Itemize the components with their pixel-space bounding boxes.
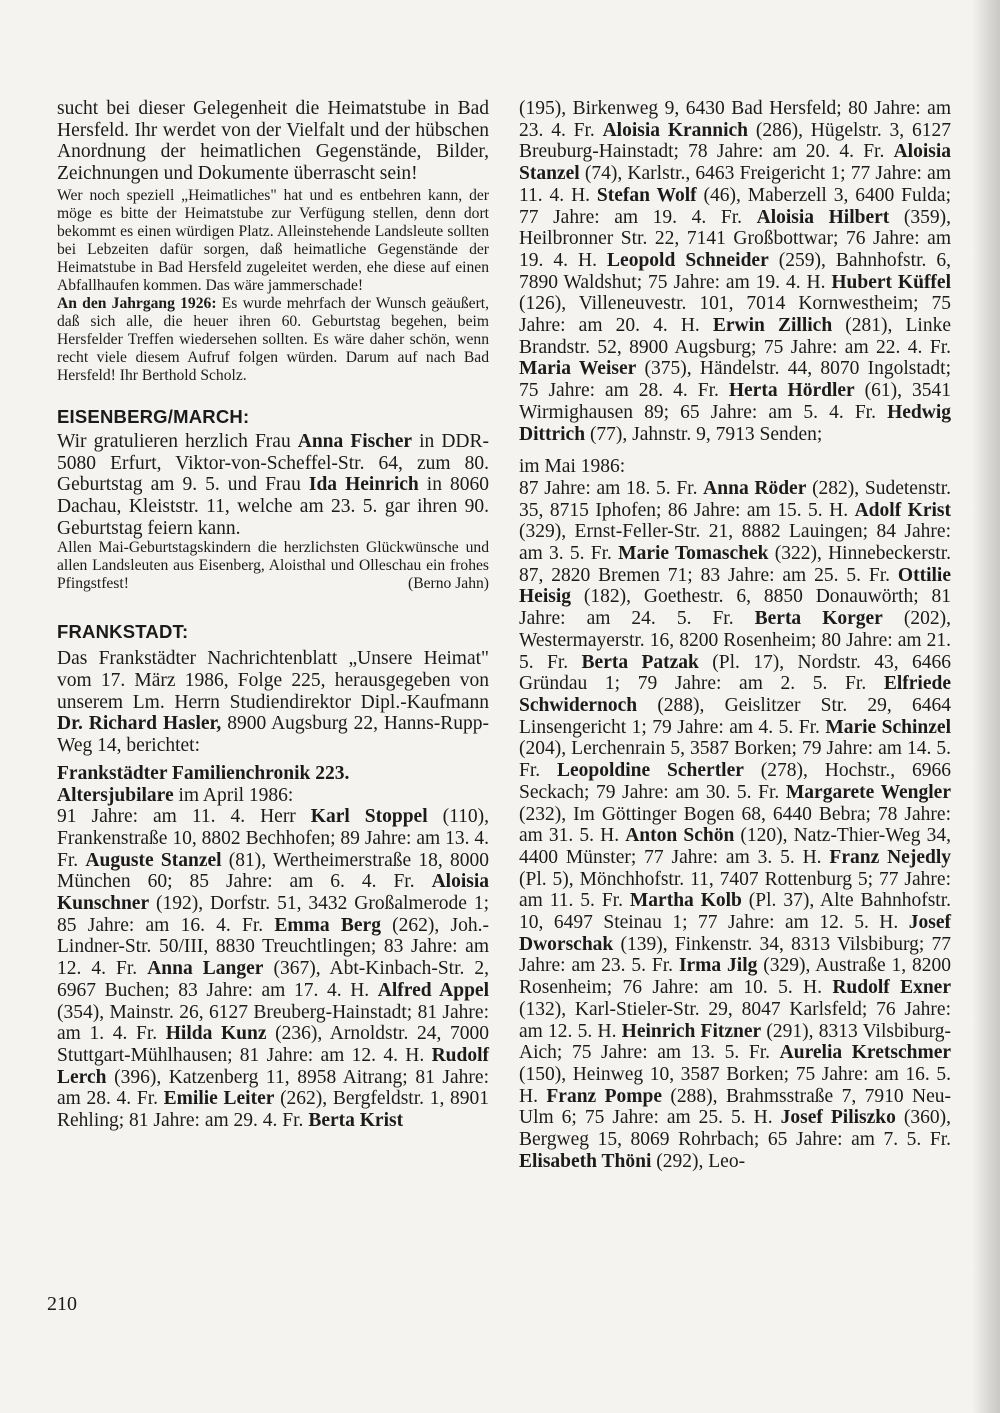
chronik-title: Frankstädter Familienchronik 223. [57,762,350,784]
person-name: Stefan Wolf [596,184,697,206]
person-name: Aurelia Kretschmer [779,1042,952,1064]
entry-text: (288), Brahmsstraße 7, 7910 Neu-Ulm 6; 75 Jahre: am 25. 5. H. [519,1085,951,1129]
frankstadt-text-2: 8900 Augsburg 22, Hanns-Rupp-Weg 14, berichtet: [57,713,489,757]
entry-text: (329), Ernst-Feller-Str. 21, 8882 Lauingen; 84 Jahre: am 3. 5. Fr. [519,521,951,565]
person-name: Leopold Schneider [607,249,769,271]
entry-text: (110), Frankenstraße 10, 8802 Bechhofen; 89 Jahre: am 13. 4. Fr. [57,806,489,871]
entry-text: (Pl. 5), Mönchhofstr. 11, 7407 Rottenburg 5; 77 Jahre: am 11. 5. Fr. [519,868,951,912]
entry-text: (81), Wertheimerstraße 18, 8000 München 60; 85 Jahre: am 6. 4. Fr. [57,849,490,893]
person-name: Anna Langer [147,958,264,980]
person-name: Anton Schön [625,825,735,847]
eisenberg-text-1: Wir gratulieren herzlich Frau [57,430,298,452]
person-name: Ottilie Heisig [519,564,951,608]
person-name: Josef Dworschak [519,912,951,955]
person-name: Anna Röder [703,477,807,499]
entry-text: (192), Dorfstr. 51, 3432 Großalmerode 1; 85 Jahre: am 16. 4. Fr. [57,893,489,936]
eisenberg-wishes [57,539,489,593]
entry-text: (77), Jahnstr. 9, 7913 Senden; [585,423,823,445]
person-name: Emilie Leiter [163,1088,275,1110]
heimatstube-note: Wer noch speziell „Heimatliches" hat und es entbehren kann, der möge es bitte der Heimatstube zur Verfügung stellen, denn dort bekommt es einen würdigen Platz. Alleinstehende Landsleute sollten bei Lebzeiten dafür sorgen, daß heimatliche Gegenstände der Heimatstube in Bad Hersfeld zugeleitet werden, ehe diese auf einen Abfallhaufen kommen. Das wäre jammerschade! [57,186,489,294]
entry-text: (195), Birkenweg 9, 6430 Bad Hersfeld; 80 Jahre: am 23. 4. Fr. [519,98,951,141]
person-name: Alfred Appel [377,979,489,1001]
entry-text: (132), Karl-Stieler-Str. 29, 8047 Karlsfeld; 76 Jahre: am 12. 5. H. [519,998,951,1042]
person-name: Herta Hördler [728,380,855,402]
person-name: Rudolf Exner [832,977,951,999]
page-edge-shadow [972,0,1000,1413]
entry-text: (278), Hochstr., 6966 Seckach; 79 Jahre: am 30. 5. Fr. [519,760,951,803]
person-name: Berta Patzak [581,651,699,673]
entry-text: (292), Leo- [651,1150,746,1172]
may-heading: im Mai 1986: [519,456,626,478]
entry-text: (375), Händelstr. 44, 8070 Ingolstadt; 75 Jahre: am 28. 4. Fr. [519,358,951,402]
entry-text: (288), Geislitzer Str. 29, 6464 Linsengericht 1; 79 Jahre: am 4. 5. Fr. [519,694,951,738]
frankstadt-name: Dr. Richard Hasler, [57,713,222,735]
person-name: Erwin Zillich [712,315,833,337]
entry-text: (Pl. 17), Nordstr. 43, 6466 Gründau 1; 79 Jahre: am 2. 5. Fr. [519,651,952,695]
person-name: Aloisia Krannich [602,119,749,141]
eisenberg-text-2: in DDR-5080 Erfurt, Viktor-von-Scheffel-Str. 64, zum 80. Geburtstag am 9. 5. und Frau [57,430,490,496]
person-name: Rudolf Lerch [57,1044,489,1088]
person-name: Heinrich Fitzner [621,1020,762,1042]
jahrgang-heading: An den Jahrgang 1926: [57,294,217,312]
entry-text: (46), Maberzell 3, 6400 Fulda; 77 Jahre: am 19. 4. Fr. [519,184,951,228]
person-name: Aloisia Stanzel [519,141,951,185]
entry-text: (396), Katzenberg 11, 8958 Aitrang; 81 Jahre: am 28. 4. Fr. [57,1066,489,1110]
person-name: Aloisia Hilbert [756,206,890,228]
entry-text: (286), Hügelstr. 3, 6127 Breuburg-Hainstadt; 78 Jahre: am 20. 4. Fr. [519,119,951,163]
entry-text: (74), Karlstr., 6463 Freigericht 1; 77 Jahre: am 11. 4. H. [519,163,951,206]
person-name: Auguste Stanzel [85,849,222,871]
eisenberg-name-1: Anna Fischer [297,430,413,452]
frankstadt-heading: FRANKSTADT: [57,621,189,643]
entry-text: (291), 8313 Vilsbiburg-Aich; 75 Jahre: am 13. 5. Fr. [519,1020,951,1064]
entry-text: (202), Westermayerstr. 16, 8200 Rosenheim; 80 Jahre: am 21. 5. Fr. [519,608,951,673]
person-name: Irma Jilg [678,955,758,977]
entry-text: (139), Finkenstr. 34, 8313 Vilsbiburg; 77 Jahre: am 23. 5. Fr. [519,933,951,977]
entry-text: (262), Joh.-Lindner-Str. 50/III, 8830 Treuchtlingen; 83 Jahre: am 12. 4. Fr. [57,914,489,980]
eisenberg-paragraph [57,431,489,540]
eisenberg-name-2: Ida Heinrich [308,474,419,496]
person-name: Berta Korger [754,608,883,630]
frankstadt-text-1: Das Frankstädter Nachrichtenblatt „Unsere Heimat" vom 17. März 1986, Folge 225, herausgegeben von unserem Lm. Herrn Studiendirektor Dipl.-Kaufmann [57,648,489,713]
entry-text: (360), Bergweg 15, 8069 Rohrbach; 65 Jahre: am 7. 5. Fr. [519,1107,951,1151]
right-column [519,98,951,1172]
person-name: Elfriede Schwidernoch [519,673,951,716]
may-birthday-list [519,478,951,1173]
left-column [57,98,489,1132]
entry-text: 91 Jahre: am 11. 4. Herr [57,806,311,828]
entry-text: (126), Villeneuvestr. 101, 7014 Kornwestheim; 75 Jahre: am 20. 4. H. [519,293,951,337]
person-name: Karl Stoppel [310,806,428,828]
entry-text: (329), Austraße 1, 8200 Rosenheim; 76 Jahre: am 10. 5. H. [519,955,951,999]
entry-text: (61), 3541 Wirmighausen 89; 65 Jahre: am 5. 4. Fr. [519,380,951,423]
person-name: Aloisia Kunschner [57,871,489,915]
entry-text: (259), Bahnhofstr. 6, 7890 Waldshut; 75 Jahre: am 19. 4. H. [519,249,952,293]
eisenberg-text-3: in 8060 Dachau, Kleiststr. 11, welche am 23. 5. gar ihren 90. Geburtstag feiern kann. [57,474,489,539]
person-name: Margarete Wengler [785,781,951,803]
page-number: 210 [47,1293,77,1315]
person-name: Leopoldine Schertler [557,760,744,782]
entry-text: (232), Im Göttinger Bogen 68, 6440 Bebra; 78 Jahre: am 31. 5. H. [519,803,951,847]
entry-text: (204), Lerchenrain 5, 3587 Borken; 79 Jahre: am 14. 5. Fr. [519,738,951,782]
entry-text: (359), Heilbronner Str. 22, 7141 Großbottwar; 76 Jahre: am 19. 4. H. [519,206,951,271]
entry-text: (281), Linke Brandstr. 52, 8900 Augsburg; 75 Jahre: am 22. 4. Fr. [519,315,951,358]
person-name: Hubert Küffel [831,271,952,293]
entry-text: (Pl. 37), Alte Bahnhofstr. 10, 6497 Steinau 1; 77 Jahre: am 12. 5. H. [519,890,951,934]
entry-text: (367), Abt-Kinbach-Str. 2, 6967 Buchen; 83 Jahre: am 17. 4. H. [57,958,490,1001]
person-name: Hilda Kunz [165,1023,267,1045]
person-name: Franz Nejedly [829,846,951,868]
person-name: Josef Piliszko [780,1107,896,1129]
april-birthday-list [57,806,489,1132]
altersjubilare-label: Altersjubilare [57,784,174,806]
entry-text: (150), Heinweg 10, 3587 Borken; 75 Jahre: am 16. 5. H. [519,1063,951,1107]
entry-text: (262), Bergfeldstr. 1, 8901 Rehling; 81 Jahre: am 29. 4. Fr. [57,1088,489,1132]
person-name: Maria Weiser [519,358,637,380]
entry-text: (354), Mainstr. 26, 6127 Breuberg-Hainstadt; 81 Jahre: am 1. 4. Fr. [57,1001,489,1045]
entry-text: 87 Jahre: am 18. 5. Fr. [519,477,704,499]
person-name: Martha Kolb [629,890,742,912]
person-name: Elisabeth Thöni [519,1150,652,1172]
entry-text: (322), Hinnebeckerstr. 87, 2820 Bremen 71; 83 Jahre: am 25. 5. Fr. [519,543,951,586]
person-name: Hedwig Dittrich [519,401,951,445]
person-name: Marie Tomaschek [618,543,769,565]
person-name: Adolf Krist [854,499,951,521]
entry-text: (182), Goethestr. 6, 8850 Donauwörth; 81 Jahre: am 24. 5. Fr. [519,586,951,630]
person-name: Emma Berg [274,914,381,936]
person-name: Franz Pompe [546,1085,663,1107]
person-name: Marie Schinzel [825,716,952,738]
eisenberg-heading: EISENBERG/MARCH: [57,405,250,427]
entry-text: (236), Arnoldstr. 24, 7000 Stuttgart-Mühlhausen; 81 Jahre: am 12. 4. H. [57,1023,489,1066]
eisenberg-wishes-text: Allen Mai-Geburtstagskindern die herzlichsten Glückwünsche und allen Landsleuten aus Eisenberg, Aloisthal und Olleschau ein frohes Pfingstfest! [57,539,489,593]
entry-text: (120), Natz-Thier-Weg 34, 4400 Münster; 77 Jahre: am 3. 5. H. [519,825,951,868]
intro-paragraph: sucht bei dieser Gelegenheit die Heimatstube in Bad Hersfeld. Ihr werdet von der Vielfalt und der hübschen Anordnung der heimatlichen Gegenstände, Bilder, Zeichnungen und Dokumente überrascht sein! [57,98,489,185]
person-name: Berta Krist [308,1110,404,1132]
eisenberg-signature: (Berno Jahn) [408,575,489,593]
jahrgang-text: Es wurde mehrfach der Wunsch geäußert, daß sich alle, die heuer ihren 60. Geburtstag begehen, beim Hersfelder Treffen wiedersehen sollten. Es wäre daher schön, wenn recht viele diesem Aufruf folgen würden. Darum auf nach Bad Hersfeld! Ihr Berthold Scholz. [57,294,489,384]
altersjubilare-rest: im April 1986: [173,784,294,806]
altersjubilare-line [57,785,489,807]
entry-text: (282), Sudetenstr. 35, 8715 Iphofen; 86 Jahre: am 15. 5. H. [519,477,951,521]
april-birthday-list-continued [519,98,951,445]
jahrgang-paragraph [57,295,489,385]
frankstadt-paragraph [57,648,489,757]
